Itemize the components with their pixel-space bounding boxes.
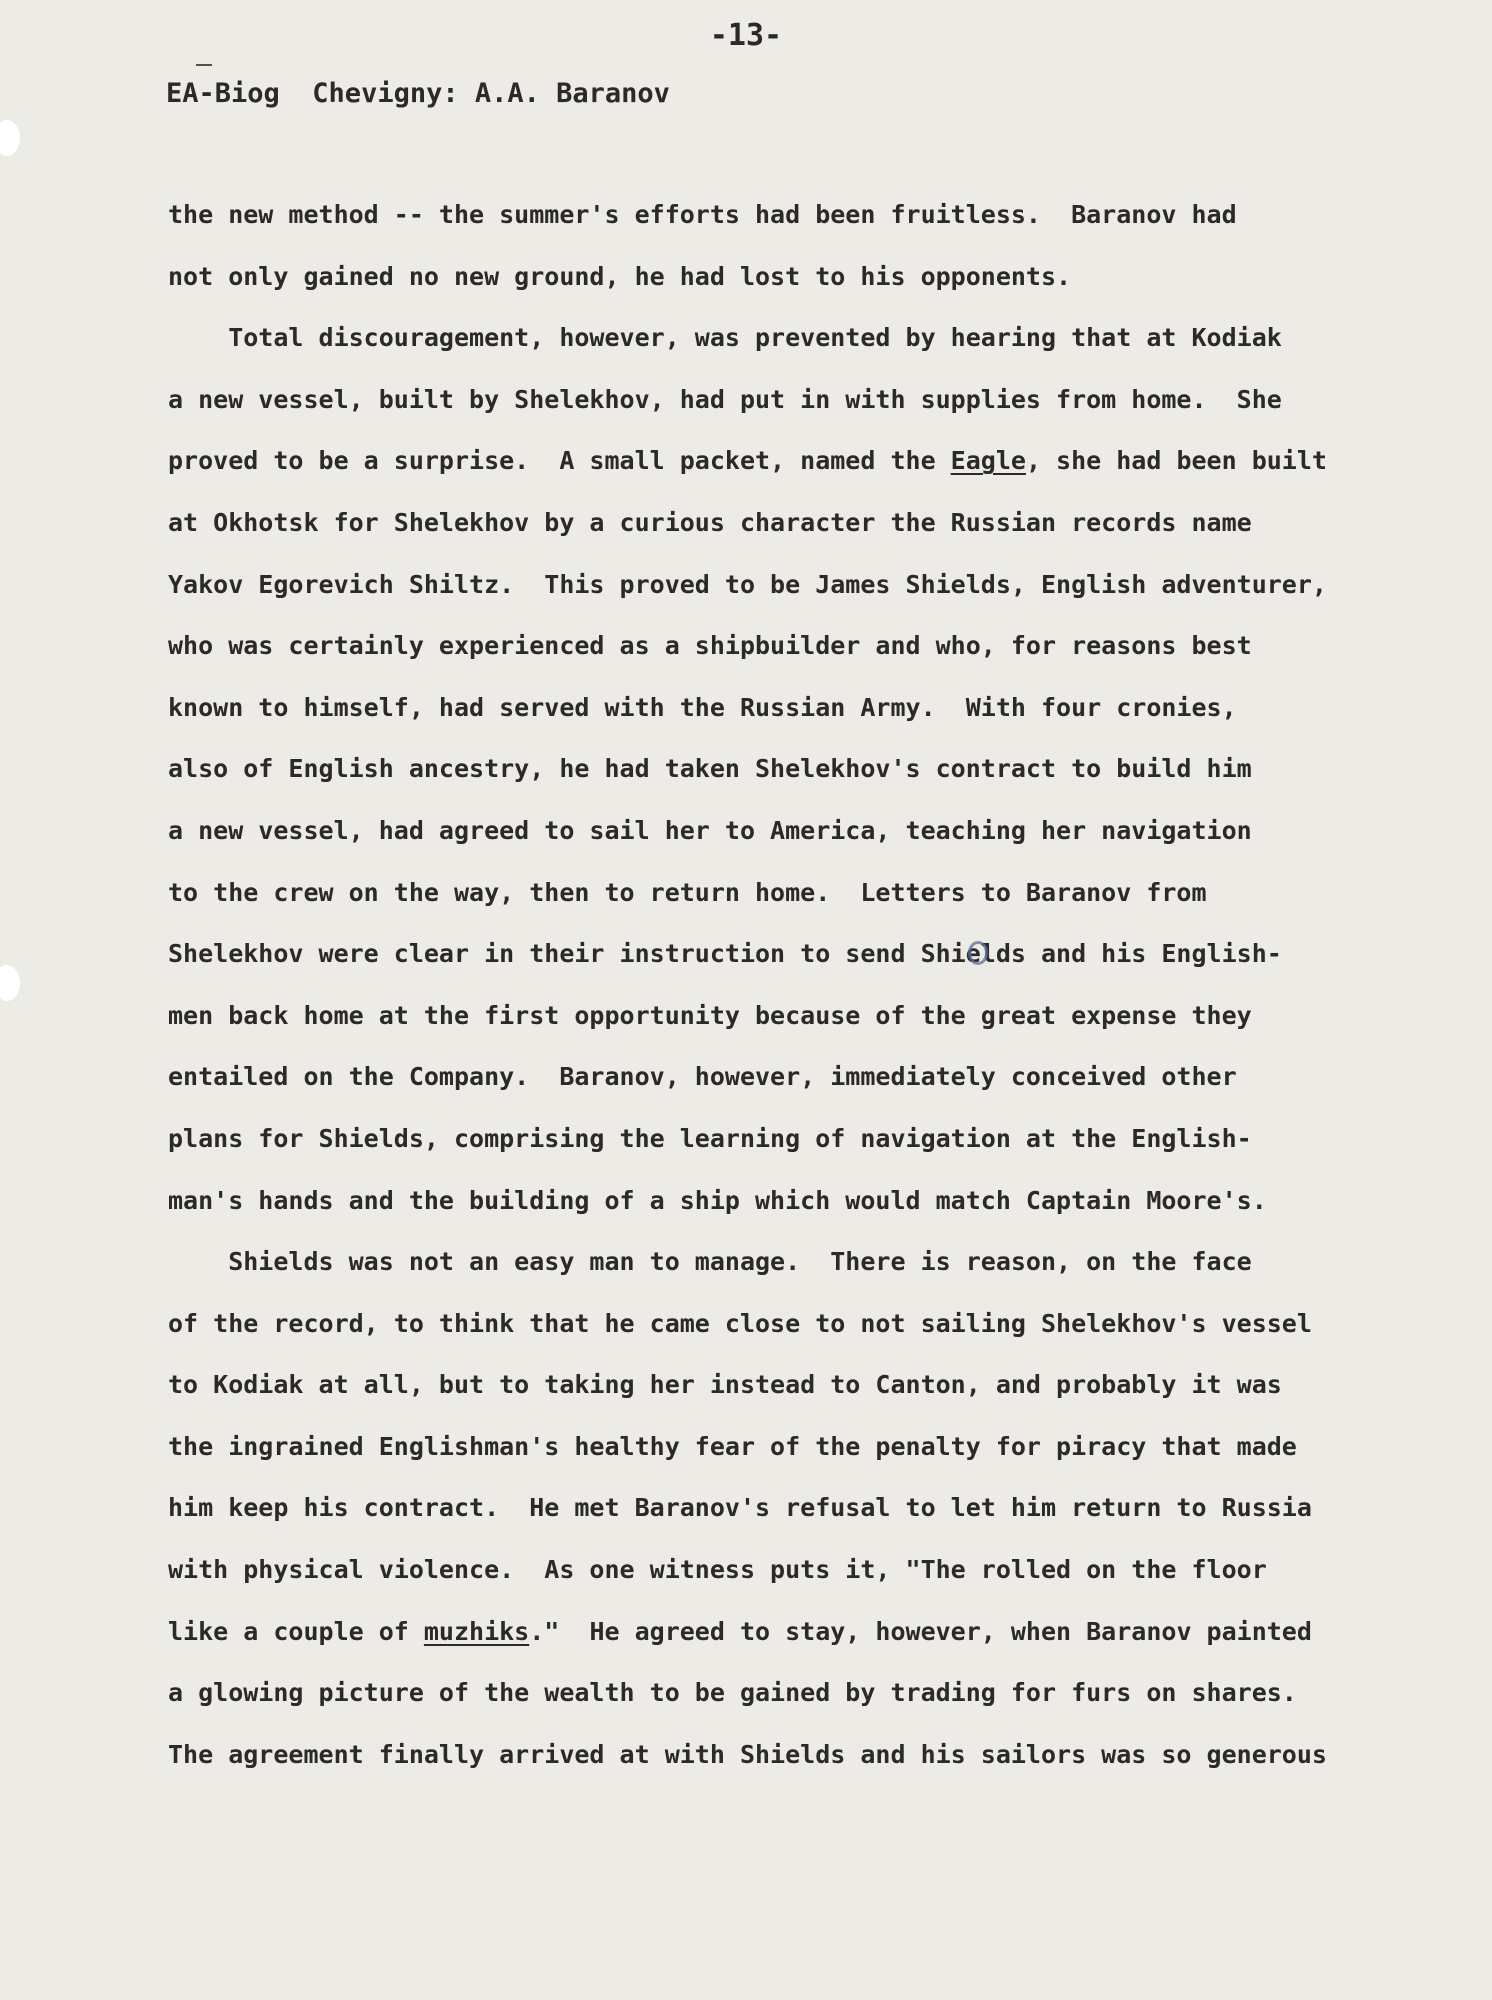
text-line bbox=[168, 1615, 1368, 1677]
text-line: the ingrained Englishman's healthy fear of the penalty for piracy that made bbox=[168, 1431, 1297, 1461]
text-line: Total discouragement, however, was prevented by hearing that at Kodiak bbox=[168, 323, 1282, 353]
text-segment: , she had been built bbox=[1025, 446, 1327, 476]
text-line: Yakov Egorevich Shiltz. This proved to be James Shields, English adventurer, bbox=[168, 569, 1327, 599]
punch-hole-top bbox=[0, 120, 20, 156]
text-line: plans for Shields, comprising the learning of navigation at the English- bbox=[168, 1123, 1252, 1153]
document-header: EA-Biog Chevigny: A.A. Baranov bbox=[166, 78, 670, 109]
text-line: who was certainly experienced as a shipbuilder and who, for reasons best bbox=[168, 631, 1252, 661]
term-muzhiks: muzhiks bbox=[423, 1616, 530, 1646]
text-line: him keep his contract. He met Baranov's refusal to let him return to Russia bbox=[168, 1493, 1312, 1523]
header-dash-mark bbox=[196, 64, 212, 66]
text-line: Shields was not an easy man to manage. There is reason, on the face bbox=[168, 1247, 1252, 1277]
text-line: a new vessel, built by Shelekhov, had put in with supplies from home. She bbox=[168, 384, 1282, 414]
text-line: known to himself, had served with the Russian Army. With four cronies, bbox=[168, 692, 1237, 722]
page-number: -13- bbox=[709, 18, 783, 53]
text-line: men back home at the first opportunity because of the great expense they bbox=[168, 1000, 1252, 1030]
text-line bbox=[168, 444, 1368, 506]
text-line: to Kodiak at all, but to taking her instead to Canton, and probably it was bbox=[168, 1370, 1282, 1400]
text-line: also of English ancestry, he had taken Shelekhov's contract to build him bbox=[168, 754, 1252, 784]
text-line: a glowing picture of the wealth to be gained by trading for furs on shares. bbox=[168, 1678, 1297, 1708]
ink-correction-mark bbox=[968, 941, 988, 965]
text-segment: proved to be a surprise. A small packet, named the bbox=[168, 446, 951, 476]
text-line: Shelekhov were clear in their instruction to send Shields and his English- bbox=[168, 939, 1282, 969]
text-line: of the record, to think that he came close to not sailing Shelekhov's vessel bbox=[168, 1308, 1312, 1338]
text-line: at Okhotsk for Shelekhov by a curious character the Russian records name bbox=[168, 507, 1252, 537]
text-line: a new vessel, had agreed to sail her to America, teaching her navigation bbox=[168, 815, 1252, 845]
ship-name-eagle: Eagle bbox=[950, 446, 1026, 476]
text-line: with physical violence. As one witness puts it, "The rolled on the floor bbox=[168, 1555, 1267, 1585]
text-line: not only gained no new ground, he had lost to his opponents. bbox=[168, 261, 1072, 291]
text-line: The agreement finally arrived at with Shields and his sailors was so generous bbox=[168, 1739, 1327, 1769]
text-line: entailed on the Company. Baranov, however, immediately conceived other bbox=[168, 1062, 1237, 1092]
text-line: to the crew on the way, then to return home. Letters to Baranov from bbox=[168, 877, 1207, 907]
text-line: the new method -- the summer's efforts had been fruitless. Baranov had bbox=[168, 200, 1237, 229]
body-text bbox=[168, 198, 1368, 1799]
text-line: man's hands and the building of a ship which would match Captain Moore's. bbox=[168, 1185, 1267, 1215]
text-segment: ." He agreed to stay, however, when Baranov painted bbox=[529, 1616, 1312, 1646]
text-segment: like a couple of bbox=[168, 1616, 424, 1646]
punch-hole-bottom bbox=[0, 965, 20, 1001]
